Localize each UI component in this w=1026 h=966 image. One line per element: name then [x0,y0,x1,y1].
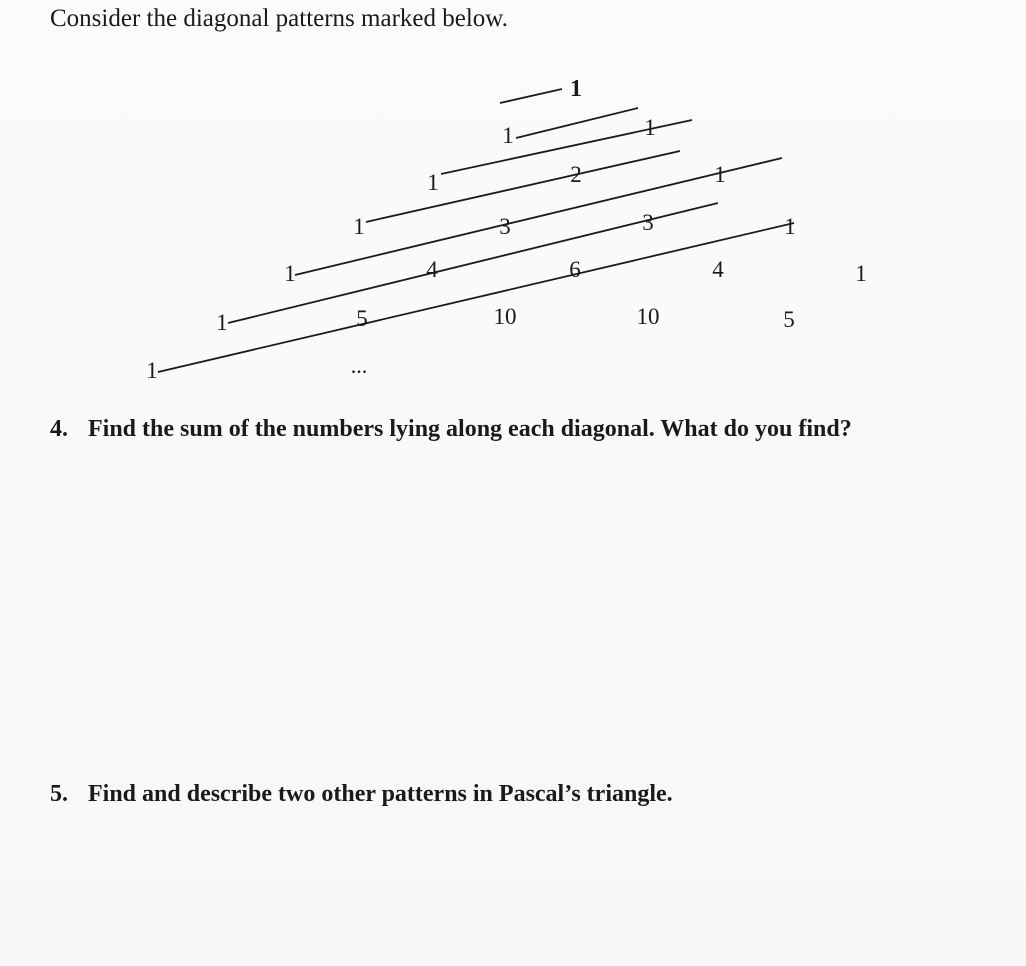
triangle-number: 1 [353,214,365,239]
triangle-number: 1 [284,261,296,286]
triangle-number: 1 [216,310,228,335]
triangle-number: 1 [146,358,158,383]
question-number: 5. [50,781,68,807]
question-4 [50,415,852,444]
triangle-number: 10 [493,304,517,329]
triangle-number: 4 [712,257,724,282]
triangle-number: 3 [499,214,511,239]
triangle-number: 1 [855,261,867,286]
triangle-number: 6 [569,257,581,282]
triangle-number: 1 [714,162,726,187]
triangle-number: 4 [426,257,438,282]
triangle-number: 1 [644,115,656,140]
triangle-number: 2 [570,162,582,187]
triangle-number: 1 [784,214,796,239]
ellipsis: ... [350,353,368,378]
triangle-number: 5 [356,306,368,331]
diagonal-line [500,89,562,103]
triangle-number: 5 [783,307,795,332]
triangle-number: 3 [642,210,654,235]
diagonal-line [295,158,782,275]
diagonal-line [516,108,638,138]
triangle-number: 1 [570,76,582,102]
question-text: Find the sum of the numbers lying along each diagonal. What do you find? [88,416,852,442]
triangle-number: 1 [502,123,514,148]
triangle-number: 1 [427,170,439,195]
diagonal-line [366,151,680,222]
question-5 [50,780,673,809]
pascal-diagonal-diagram [0,0,1026,400]
intro-text: Consider the diagonal patterns marked below. [50,5,508,32]
diagonal-lines [158,89,794,372]
triangle-number: 10 [636,304,660,329]
diagonal-line [158,223,794,372]
question-text: Find and describe two other patterns in Pascal’s triangle. [88,781,673,807]
question-number: 4. [50,416,68,442]
